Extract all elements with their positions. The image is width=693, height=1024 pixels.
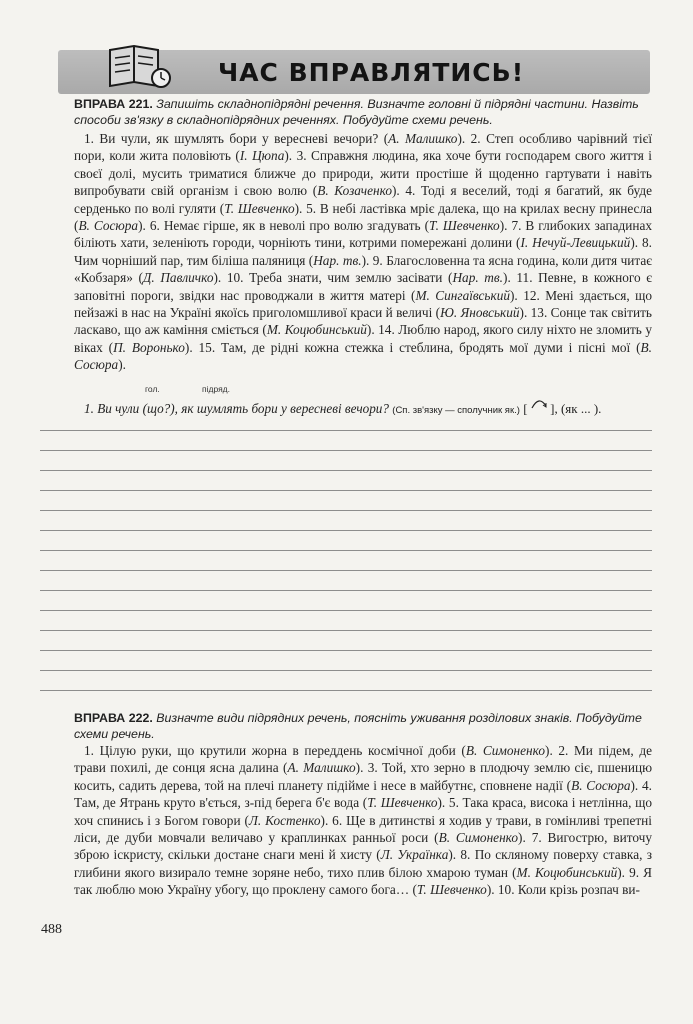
- sentence: ). 10. Треба знати, чим землю засівати (: [213, 270, 453, 286]
- exercise-222-heading: [74, 710, 652, 742]
- sentence: ). 3. Справжня людина, яка хоче бути господарем свого життя і своєї долі, мусить триматися ближче до природи, жити простіше й щоденно гартувати і навіть випробувати свій організм і свою волю (: [74, 148, 652, 199]
- writing-line: [40, 530, 652, 531]
- sentence: ). 2. Степ особливо чарівний тієї пори, коли жита половіють (: [74, 131, 653, 164]
- author: М. Коцюбинський: [516, 864, 618, 880]
- author: Ю. Яновський: [440, 305, 520, 321]
- page-number: 488: [41, 922, 62, 937]
- sentence: ). 12. Мені здається, що пейзажі в нас на Україні якоїсь приголомшливої краси й величі (: [74, 287, 653, 321]
- author: А. Малишко: [287, 760, 356, 776]
- writing-line: [40, 650, 652, 651]
- sentence: ). 6. Ще в дитинстві я ходив у трави, в гомінливі трепетні ліси, де дуби мовчали величаво у краплинках ранньої роси (: [74, 812, 652, 846]
- exercise-221-instruction: Запишіть складнопідрядні речення. Визначте головні й підрядні частини. Назвіть способи зв'язку в складнопідрядних реченнях. Побудуйте схеми речень.: [74, 97, 639, 127]
- author: Нар. тв.: [452, 270, 504, 286]
- writing-line: [40, 490, 652, 491]
- scheme-arrow-icon: [531, 397, 547, 409]
- author: П. Воронько: [113, 339, 185, 355]
- label-subordinate-clause: підряд.: [202, 384, 231, 394]
- author: Т. Шевченко: [429, 218, 500, 234]
- exercise-221-text: [74, 130, 652, 374]
- author: Т. Шевченко: [367, 795, 438, 811]
- author: В. Симоненко: [438, 830, 519, 846]
- writing-line: [40, 670, 652, 671]
- sentence: ). 9. Я так люблю мою Україну убогу, що проклену самого бога… (: [74, 864, 652, 898]
- connection-note: (Сп. зв'язку — сполучник як.): [392, 405, 520, 416]
- sentence: ). 4. Тоді я веселий, тоді я багатий, як буде серденько по волі гуляти (: [74, 183, 652, 216]
- writing-line: [40, 610, 652, 611]
- author: І. Цюпа: [239, 148, 285, 164]
- writing-line: [40, 630, 652, 631]
- author: М. Коцюбинський: [266, 322, 367, 338]
- writing-line: [40, 470, 652, 471]
- author: Нар. тв.: [313, 252, 362, 268]
- author: В. Сосюра: [74, 339, 652, 373]
- writing-line: [40, 510, 652, 511]
- author: Д. Павличко: [142, 270, 214, 286]
- sentence: ). 2. Ми підем, де трави похилі, де сонця ясна далина (: [74, 743, 652, 776]
- sentence: ). 5. В небі ластівка мріє далека, що на крилах весну принесла (: [74, 200, 652, 234]
- sentence: ). 8. По скляному поверху ставка, з глибини якого визирало темне зоряне небо, тихо плив білою хмарою туман (: [74, 847, 652, 880]
- example-text: 1. Ви чули (що?), як шумлять бори у вересневі вечори?: [84, 401, 389, 416]
- sentence: ). 13. Сонце так світить ласкаво, що аж каміння сміється (: [74, 305, 652, 338]
- sentence: 1. Цілую руки, що крутили жорна в переддень космічної доби (: [84, 743, 466, 758]
- sentence: ). 4. Там, де Ятрань круто в'ється, з-під берега б'є вода (: [74, 777, 653, 811]
- sentence: ). 6. Немає гірше, як в неволі про волю згадувать (: [138, 218, 430, 234]
- sentence: ). 8. Чим чорніший пар, тим біліша паляниця (: [74, 235, 652, 268]
- writing-line: [40, 450, 652, 451]
- scheme-close: ], (як ... ).: [550, 401, 602, 416]
- author: В. Сосюра: [78, 218, 139, 234]
- writing-line: [40, 430, 652, 431]
- writing-line: [40, 690, 652, 691]
- exercise-222-instruction: Визначте види підрядних речень, поясніть уживання розділових знаків. Побудуйте схеми речень.: [74, 711, 642, 741]
- sentence: ). 14. Люблю народ, якого силу ніхто не зломить у віках (: [74, 322, 653, 355]
- writing-line: [40, 590, 652, 591]
- sentence: ). 15. Там, де рідні кожна стежка і стеблина, бродять мої думи і пісні мої (: [184, 339, 641, 355]
- sentence: ). 9. Благословенна та ясна година, коли дитя читає «Кобзаря» (: [74, 252, 652, 286]
- writing-line: [40, 570, 652, 571]
- exercise-222-label: ВПРАВА 222.: [74, 711, 153, 725]
- author: Т. Шевченко: [224, 200, 295, 216]
- sentence: ). 7. В глибоких западинах біліють хати, зеленіють городи, чорніють тини, котрими помережані долини (: [74, 218, 653, 251]
- author: І. Нечуй-Левицький: [520, 235, 631, 251]
- sentence: ). 3. Той, хто зерно в плодючу землю сіє, пшеницю косить, садить дерева, той на плечі планету підійме і несе в майбутнє, сповнене надії (: [74, 760, 653, 793]
- author: Л. Костенко: [248, 812, 321, 828]
- sentence: ). 11. Певне, в кожного є заповітні пороги, звідки нас проводжали в життя матері (: [74, 270, 652, 303]
- author: М. Сингаївський: [415, 287, 510, 303]
- author: В. Козаченко: [317, 183, 392, 199]
- exercise-222-text: [74, 742, 652, 899]
- author: Л. Українка: [380, 847, 449, 863]
- book-clock-icon: [104, 36, 220, 94]
- sentence: ). 10. Коли крізь розпач ви-: [486, 882, 640, 898]
- author: Т. Шевченко: [416, 882, 487, 898]
- sentence: ). 7. Вигострю, виточу зброю іскристу, скільки достане снаги мені й хисту (: [74, 830, 652, 863]
- sentence: ).: [118, 357, 126, 373]
- sentence: 1. Ви чули, як шумлять бори у вересневі вечори? (: [84, 131, 389, 146]
- label-main-clause: гол.: [145, 384, 160, 394]
- author: А. Малишко: [388, 131, 458, 146]
- scheme-open: [: [523, 401, 528, 416]
- writing-line: [40, 550, 652, 551]
- exercise-221-label: ВПРАВА 221.: [74, 97, 153, 111]
- banner-title: ЧАС ВПРАВЛЯТИСЬ!: [218, 58, 525, 87]
- example-sentence: [84, 397, 654, 417]
- exercise-221-heading: [74, 96, 652, 128]
- author: В. Сосюра: [571, 777, 631, 793]
- sentence: ). 5. Така краса, висока і нетлінна, що хоч спинись і з Богом говори (: [74, 795, 653, 828]
- author: В. Симоненко: [465, 743, 546, 758]
